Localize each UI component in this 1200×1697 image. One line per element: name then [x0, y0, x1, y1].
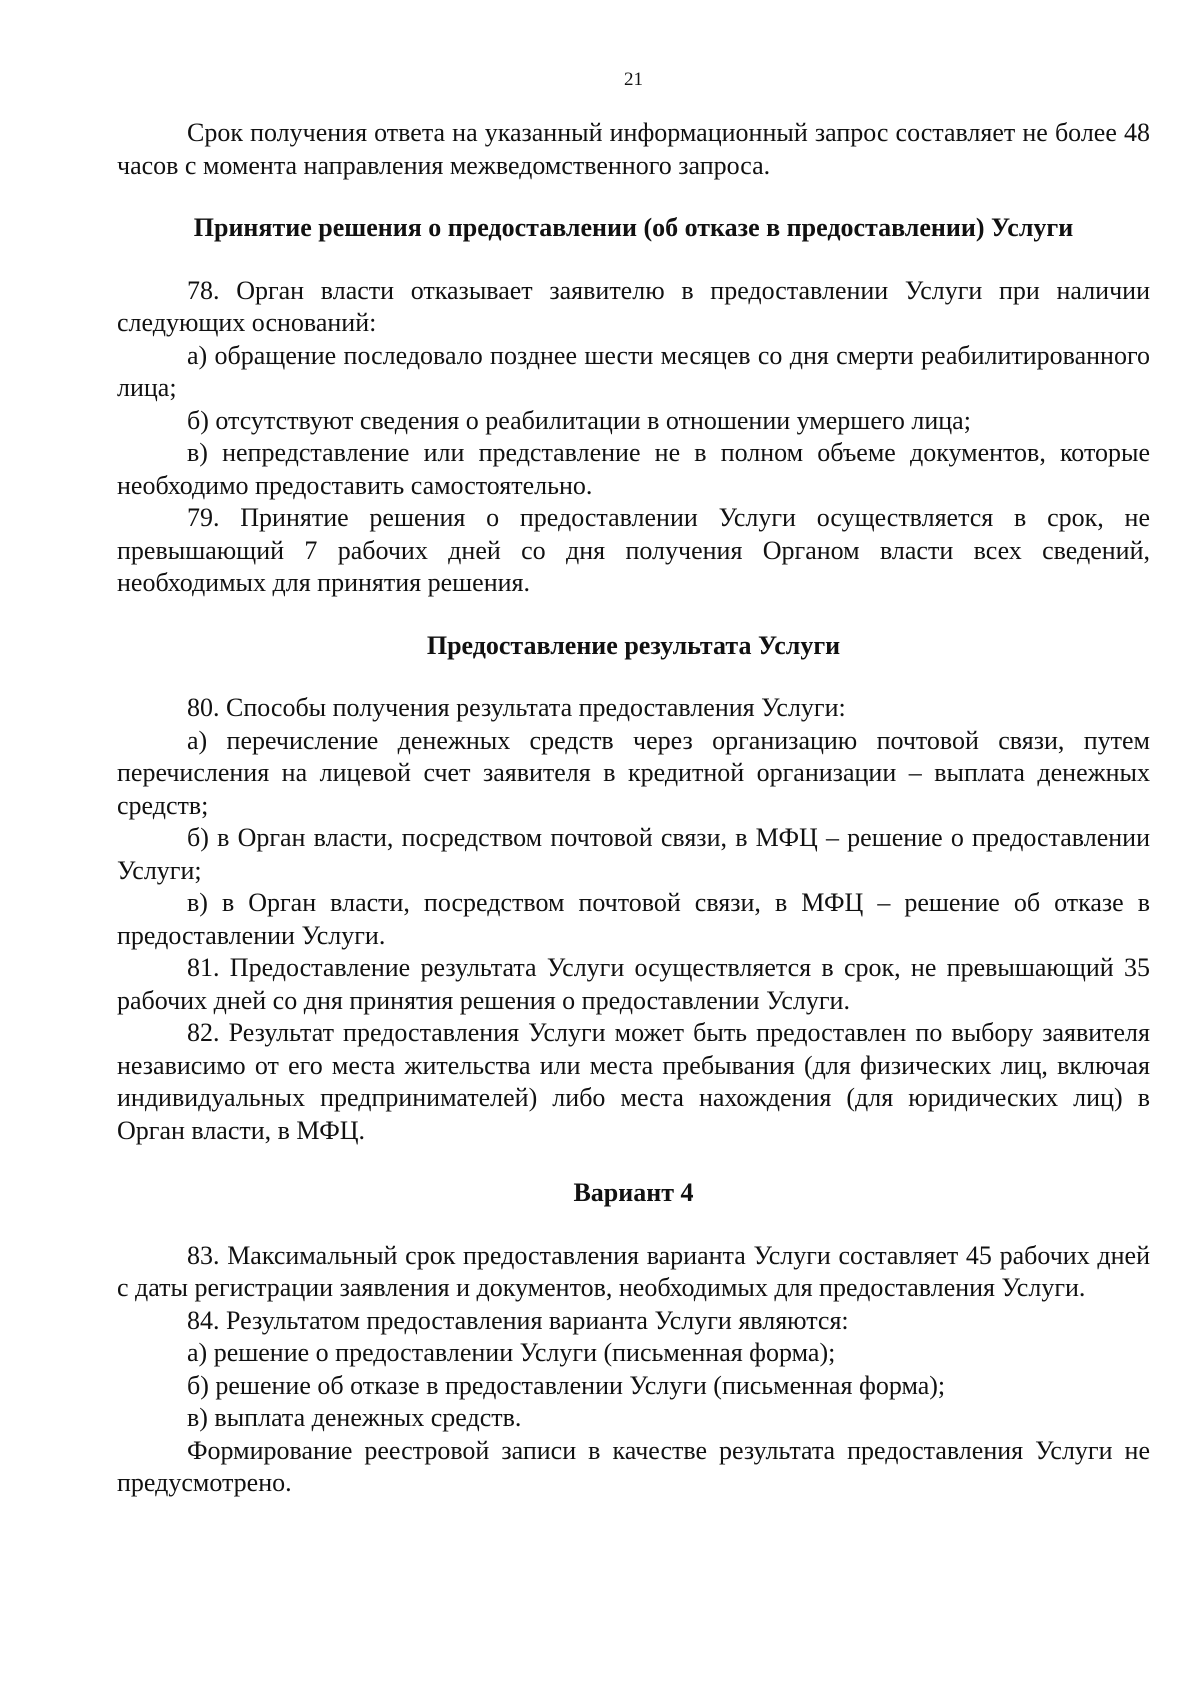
- heading-result: Предоставление результата Услуги: [426, 630, 841, 660]
- paragraph-84-a: а) решение о предоставлении Услуги (письменная форма);: [187, 1338, 836, 1367]
- document-body: [117, 117, 1150, 1500]
- paragraph-response-deadline: Срок получения ответа на указанный информационный запрос составляет не более 48 часов с момента направления межведомственного запроса.: [117, 118, 1150, 180]
- paragraph-80-v: в) в Орган власти, посредством почтовой связи, в МФЦ – решение об отказе в предоставлении Услуги.: [117, 888, 1150, 950]
- paragraph-84-b: б) решение об отказе в предоставлении Услуги (письменная форма);: [187, 1370, 946, 1400]
- paragraph-80: 80. Способы получения результата предоставления Услуги:: [187, 693, 846, 722]
- paragraph-78-a: а) обращение последовало позднее шести месяцев со дня смерти реабилитированного лица;: [117, 340, 1150, 402]
- paragraph-78: 78. Орган власти отказывает заявителю в предоставлении Услуги при наличии следующих оснований:: [117, 275, 1150, 337]
- page-number: 21: [624, 69, 643, 90]
- paragraph-registry-record: Формирование реестровой записи в качестве результата предоставления Услуги не предусмотрено.: [117, 1435, 1150, 1497]
- paragraph-78-b: б) отсутствуют сведения о реабилитации в отношении умершего лица;: [187, 405, 971, 435]
- paragraph-78-v: в) непредставление или представление не в полном объеме документов, которые необходимо предоставить самостоятельно.: [117, 438, 1150, 500]
- paragraph-81: 81. Предоставление результата Услуги осуществляется в срок, не превышающий 35 рабочих дней со дня принятия решения о предоставлении Услуги.: [117, 953, 1150, 1015]
- heading-variant-4: Вариант 4: [573, 1178, 694, 1207]
- paragraph-84-v: в) выплата денежных средств.: [187, 1403, 522, 1432]
- paragraph-84: 84. Результатом предоставления варианта Услуги являются:: [187, 1305, 849, 1335]
- paragraph-80-b: б) в Орган власти, посредством почтовой связи, в МФЦ – решение о предоставлении Услуги;: [117, 823, 1150, 885]
- heading-decision: Принятие решения о предоставлении (об отказе в предоставлении) Услуги: [193, 213, 1074, 242]
- paragraph-82: 82. Результат предоставления Услуги может быть предоставлен по выбору заявителя независимо от его места жительства или места пребывания (для физических лиц, включая индивидуальных предпринимателей) либо места нахождения (для юридических лиц) в Орган власти, в МФЦ.: [117, 1018, 1150, 1145]
- paragraph-79: 79. Принятие решения о предоставлении Услуги осуществляется в срок, не превышающий 7 рабочих дней со дня получения Органом власти всех сведений, необходимых для принятия решения.: [117, 503, 1150, 597]
- paragraph-80-a: а) перечисление денежных средств через организацию почтовой связи, путем перечисления на лицевой счет заявителя в кредитной организации – выплата денежных средств;: [117, 725, 1150, 820]
- paragraph-83: 83. Максимальный срок предоставления варианта Услуги составляет 45 рабочих дней с даты регистрации заявления и документов, необходимых для предоставления Услуги.: [117, 1240, 1150, 1302]
